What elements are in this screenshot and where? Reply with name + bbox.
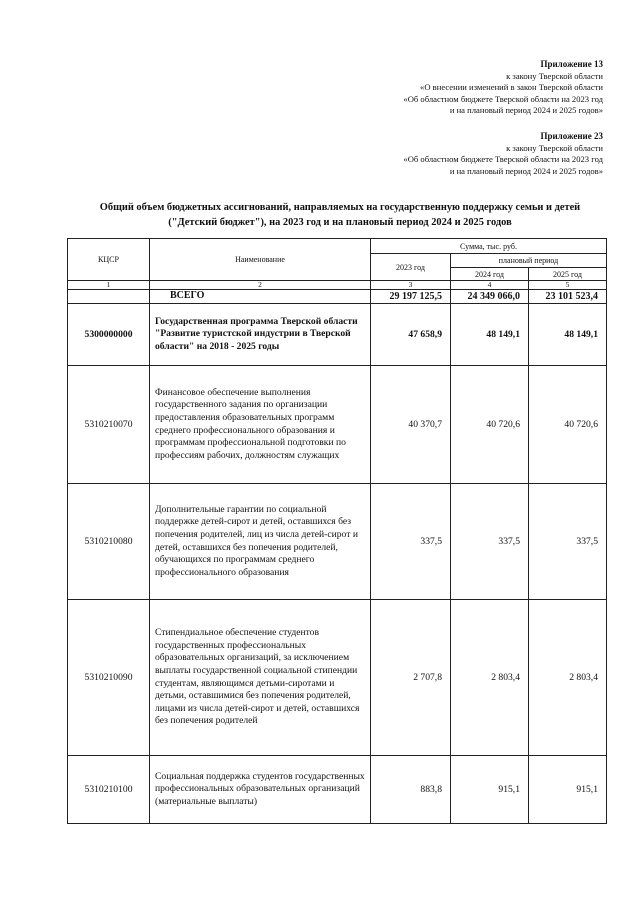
row-2023: 883,8 <box>371 756 451 824</box>
appendix-13-heading: Приложение 13 <box>540 59 603 69</box>
appendix-13-block <box>403 59 603 117</box>
row-2024: 48 149,1 <box>451 304 529 366</box>
table-row <box>68 484 607 600</box>
column-index-row <box>68 281 607 290</box>
row-2024: 915,1 <box>451 756 529 824</box>
appendix-13-line: «О внесении изменений в закон Тверской области <box>420 82 603 92</box>
budget-table <box>67 238 607 824</box>
total-2023: 29 197 125,5 <box>371 290 451 304</box>
row-name: Социальная поддержка студентов государственных профессиональных образовательных организаций (материальные выплаты) <box>150 756 371 824</box>
table-row <box>68 366 607 484</box>
row-2024: 337,5 <box>451 484 529 600</box>
table-row <box>68 756 607 824</box>
row-name: Дополнительные гарантии по социальной поддержке детей-сирот и детей, оставшихся без попечения родителей, лиц из числа детей-сирот и детей, оставшихся без попечения родителей, обучающихся по программам среднего профессионального образования <box>150 484 371 600</box>
header-planned-period: плановый период <box>451 254 607 268</box>
table-row <box>68 600 607 756</box>
table-row <box>68 304 607 366</box>
total-2024: 24 349 066,0 <box>451 290 529 304</box>
appendix-23-line: «Об областном бюджете Тверской области на 2023 год <box>403 154 603 164</box>
document-title <box>60 200 620 230</box>
row-2025: 40 720,6 <box>529 366 607 484</box>
column-index: 2 <box>150 281 371 290</box>
row-2024: 2 803,4 <box>451 600 529 756</box>
document-title-line: ("Детский бюджет"), на 2023 год и на плановый период 2024 и 2025 годов <box>168 217 512 228</box>
appendix-23-line: к закону Тверской области <box>506 142 603 153</box>
row-2025: 337,5 <box>529 484 607 600</box>
row-name: Государственная программа Тверской области "Развитие туристской индустрии в Тверской области" на 2018 - 2025 годы <box>150 304 371 366</box>
row-code: 5310210090 <box>68 600 150 756</box>
document-title-line: Общий объем бюджетных ассигнований, направляемых на государственную поддержку семьи и детей <box>99 202 581 213</box>
row-2025: 915,1 <box>529 756 607 824</box>
appendix-23-line: и на плановый период 2024 и 2025 годов» <box>449 165 603 176</box>
row-2024: 40 720,6 <box>451 366 529 484</box>
row-2025: 48 149,1 <box>529 304 607 366</box>
row-2023: 47 658,9 <box>371 304 451 366</box>
header-2025: 2025 год <box>529 268 607 281</box>
header-code: КЦСР <box>68 239 150 281</box>
row-name: Финансовое обеспечение выполнения государственного задания по организации предоставления образовательных программ среднего профессионального образования и программам профессиональной подготовки по профессиям рабочих, должностям служащих <box>150 366 371 484</box>
header-2023: 2023 год <box>371 254 451 281</box>
header-name: Наименование <box>150 239 371 281</box>
column-index: 3 <box>371 281 451 290</box>
appendix-13-line: к закону Тверской области <box>506 70 603 81</box>
total-2025: 23 101 523,4 <box>529 290 607 304</box>
row-2023: 40 370,7 <box>371 366 451 484</box>
header-sum: Сумма, тыс. руб. <box>371 239 607 254</box>
appendix-13-line: и на плановый период 2024 и 2025 годов» <box>449 105 603 115</box>
row-code: 5310210080 <box>68 484 150 600</box>
row-2025: 2 803,4 <box>529 600 607 756</box>
row-code: 5310210100 <box>68 756 150 824</box>
column-index: 4 <box>451 281 529 290</box>
row-code: 5310210070 <box>68 366 150 484</box>
total-row <box>68 290 607 304</box>
row-code: 5300000000 <box>68 304 150 366</box>
row-2023: 2 707,8 <box>371 600 451 756</box>
appendix-13-line: «Об областном бюджете Тверской области на 2023 год <box>403 93 603 104</box>
total-code-cell <box>68 290 150 304</box>
appendix-23-heading: Приложение 23 <box>540 131 603 141</box>
column-index: 1 <box>68 281 150 290</box>
row-2023: 337,5 <box>371 484 451 600</box>
appendix-23-block <box>403 131 603 177</box>
column-index: 5 <box>529 281 607 290</box>
header-2024: 2024 год <box>451 268 529 281</box>
row-name: Стипендиальное обеспечение студентов государственных профессиональных образовательных организаций, за исключением выплаты государственной социальной стипендии студентам, являющимся детьми-сиротами и детьми, оставшимися без попечения родителей, лицами из числа детей-сирот и детей, оставшихся без попечения родителей <box>150 600 371 756</box>
total-label: ВСЕГО <box>150 290 371 304</box>
